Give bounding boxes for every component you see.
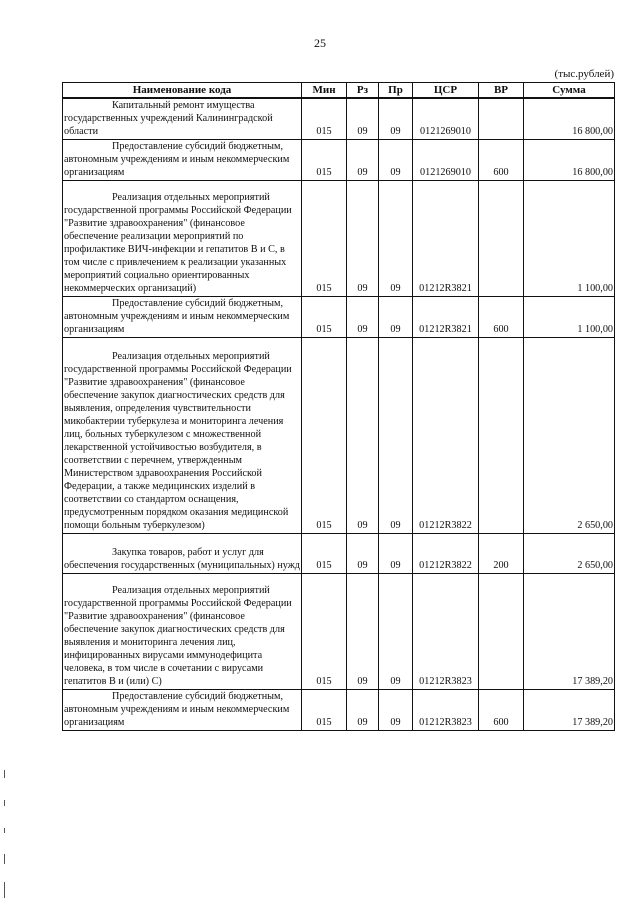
row-sum: 1 100,00 xyxy=(524,297,615,338)
table-row xyxy=(63,140,615,181)
row-min: 015 xyxy=(302,98,347,140)
header-sum: Сумма xyxy=(524,83,615,99)
row-vr xyxy=(479,98,524,140)
row-vr: 600 xyxy=(479,690,524,731)
header-csr: ЦСР xyxy=(413,83,479,99)
page-number: 25 xyxy=(314,36,326,50)
row-min: 015 xyxy=(302,140,347,181)
table-header-row xyxy=(63,83,615,99)
table-row xyxy=(63,690,615,731)
row-sum: 1 100,00 xyxy=(524,181,615,297)
table-row xyxy=(63,534,615,574)
row-name: Капитальный ремонт имущества государственных учреждений Калининградской области xyxy=(63,98,302,140)
table-row xyxy=(63,98,615,140)
row-csr: 0121269010 xyxy=(413,140,479,181)
row-rz: 09 xyxy=(347,297,379,338)
row-pr: 09 xyxy=(379,574,413,690)
row-name: Реализация отдельных мероприятий государственной программы Российской Федерации "Развитие здравоохранения" (финансовое обеспечение реализации мероприятий по профилактике ВИЧ-инфекции и гепатитов В и С, в том числе с привлечением к реализации указанных мероприятий социально ориентированных некоммерческих организаций) xyxy=(63,181,302,297)
row-sum: 16 800,00 xyxy=(524,98,615,140)
row-csr: 01212R3823 xyxy=(413,690,479,731)
row-vr: 200 xyxy=(479,534,524,574)
row-csr: 01212R3822 xyxy=(413,338,479,534)
units-label: (тыс.рублей) xyxy=(554,68,614,80)
row-csr: 01212R3821 xyxy=(413,297,479,338)
table-row xyxy=(63,297,615,338)
row-sum: 2 650,00 xyxy=(524,338,615,534)
row-name: Предоставление субсидий бюджетным, автономным учреждениям и иным некоммерческим организациям xyxy=(63,297,302,338)
row-name: Закупка товаров, работ и услуг для обеспечения государственных (муниципальных) нужд xyxy=(63,534,302,574)
row-vr xyxy=(479,181,524,297)
table-row xyxy=(63,338,615,534)
row-pr: 09 xyxy=(379,534,413,574)
row-pr: 09 xyxy=(379,98,413,140)
row-min: 015 xyxy=(302,338,347,534)
row-pr: 09 xyxy=(379,690,413,731)
row-rz: 09 xyxy=(347,181,379,297)
row-csr: 0121269010 xyxy=(413,98,479,140)
row-name: Предоставление субсидий бюджетным, автономным учреждениям и иным некоммерческим организациям xyxy=(63,690,302,731)
row-vr xyxy=(479,574,524,690)
row-vr: 600 xyxy=(479,297,524,338)
row-rz: 09 xyxy=(347,338,379,534)
row-pr: 09 xyxy=(379,297,413,338)
header-name: Наименование кода xyxy=(63,83,302,99)
row-sum: 17 389,20 xyxy=(524,574,615,690)
header-min: Мин xyxy=(302,83,347,99)
table-row xyxy=(63,181,615,297)
row-vr: 600 xyxy=(479,140,524,181)
row-rz: 09 xyxy=(347,534,379,574)
header-rz: Рз xyxy=(347,83,379,99)
row-min: 015 xyxy=(302,181,347,297)
row-pr: 09 xyxy=(379,181,413,297)
row-min: 015 xyxy=(302,297,347,338)
row-name: Предоставление субсидий бюджетным, автономным учреждениям и иным некоммерческим организациям xyxy=(63,140,302,181)
row-sum: 16 800,00 xyxy=(524,140,615,181)
table-row xyxy=(63,574,615,690)
budget-table xyxy=(62,82,615,731)
row-rz: 09 xyxy=(347,690,379,731)
row-pr: 09 xyxy=(379,338,413,534)
header-vr: ВР xyxy=(479,83,524,99)
row-min: 015 xyxy=(302,574,347,690)
row-sum: 2 650,00 xyxy=(524,534,615,574)
row-rz: 09 xyxy=(347,98,379,140)
header-pr: Пр xyxy=(379,83,413,99)
row-csr: 01212R3821 xyxy=(413,181,479,297)
row-min: 015 xyxy=(302,534,347,574)
row-pr: 09 xyxy=(379,140,413,181)
row-csr: 01212R3822 xyxy=(413,534,479,574)
row-rz: 09 xyxy=(347,140,379,181)
row-name: Реализация отдельных мероприятий государственной программы Российской Федерации "Развитие здравоохранения" (финансовое обеспечение закупок диагностических средств для выявления, определения чувствительности микобактерии туберкулеза и мониторинга лечения лиц, больных туберкулезом с множественной лекарственной устойчивостью возбудителя, в соответствии с перечнем, утвержденным Министерством здравоохранения Российской Федерации, а также медицинских изделий в соответствии со стандартом оснащения, предусмотренным порядком оказания медицинской помощи больным туберкулезом) xyxy=(63,338,302,534)
scan-margin-marks xyxy=(4,770,6,900)
row-min: 015 xyxy=(302,690,347,731)
row-name: Реализация отдельных мероприятий государственной программы Российской Федерации "Развитие здравоохранения" (финансовое обеспечение закупок диагностических средств для выявления и мониторинга лечения лиц, инфицированных вирусами иммунодефицита человека, в том числе в сочетании с вирусами гепатитов В и (или) С) xyxy=(63,574,302,690)
row-sum: 17 389,20 xyxy=(524,690,615,731)
row-csr: 01212R3823 xyxy=(413,574,479,690)
row-vr xyxy=(479,338,524,534)
row-rz: 09 xyxy=(347,574,379,690)
